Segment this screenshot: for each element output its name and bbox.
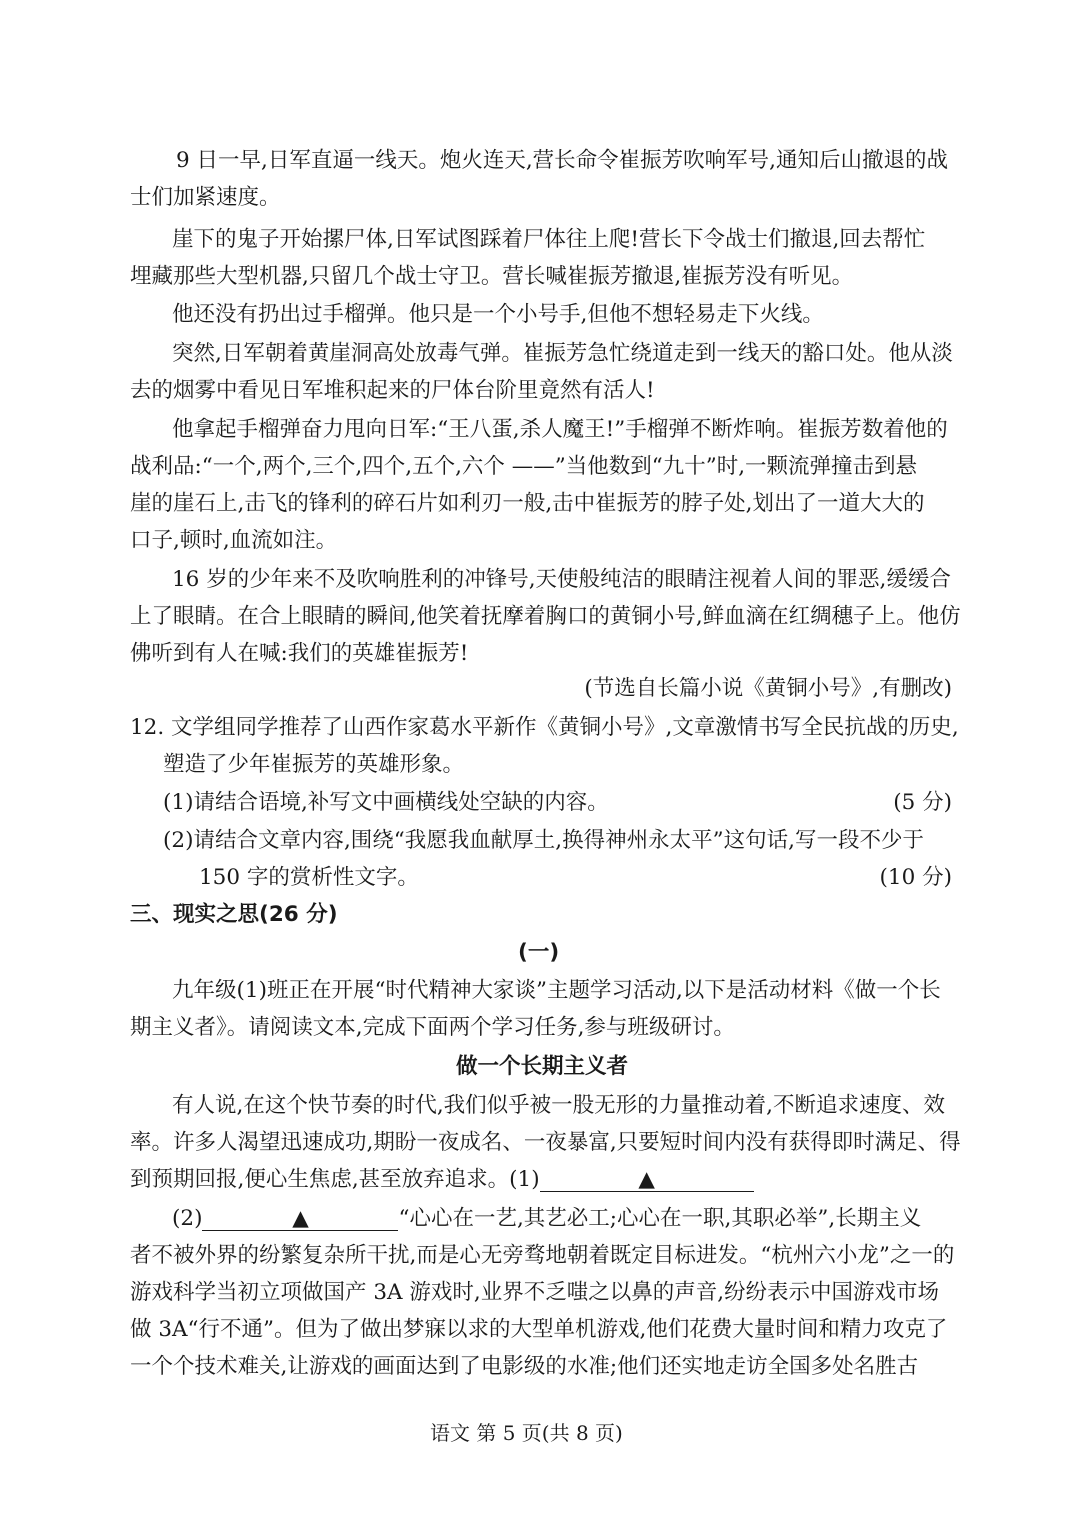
story-p3-line1: 他还没有扔出过手榴弹。他只是一个小号手,但他不想轻易走下火线。 [172, 302, 824, 327]
story-p5-line3: 崖的崖石上,击飞的锋利的碎石片如利刃一般,击中崔振芳的脖子处,划出了一道大大的 [130, 491, 925, 516]
article-p2-line3: 游戏科学当初立项做国产 3A 游戏时,业界不乏嗤之以鼻的声音,纷纷表示中国游戏市场 [130, 1280, 940, 1305]
question-12-line2: 塑造了少年崔振芳的英雄形象。 [163, 752, 465, 777]
article-p2-line5: 一个个技术难关,让游戏的画面达到了电影级的水准;他们还实地走访全国多处名胜古 [130, 1354, 919, 1379]
question-12-sub2-line1: (2)请结合文章内容,围绕“我愿我血献厚土,换得神州永太平”这句话,写一段不少于 [163, 828, 924, 853]
story-p5-line2: 战利品:“一个,两个,三个,四个,五个,六个 ——”当他数到“九十”时,一颗流弹撞击到悬 [130, 454, 918, 479]
article-p2-prefix: (2) [172, 1206, 203, 1231]
article-p1-line1: 有人说,在这个快节奏的时代,我们似乎被一股无形的力量推动着,不断追求速度、效 [172, 1093, 946, 1118]
article-title: 做一个长期主义者 [456, 1054, 629, 1079]
blank-1[interactable] [540, 1169, 754, 1192]
section-3-heading: 三、现实之思(26 分) [130, 902, 338, 927]
story-p1-line2: 士们加紧速度。 [130, 185, 281, 210]
article-p2-line4: 做 3A“行不通”。但为了做出梦寐以求的大型单机游戏,他们花费大量时间和精力攻克了 [130, 1317, 948, 1342]
question-12-sub1: (1)请结合语境,补写文中画横线处空缺的内容。 [163, 790, 609, 815]
article-p1-line3 [130, 1165, 754, 1195]
story-p6-line1: 16 岁的少年来不及吹响胜利的冲锋号,天使般纯洁的眼睛注视着人间的罪恶,缓缓合 [172, 567, 951, 592]
article-p1-line2: 率。许多人渴望迅速成功,期盼一夜成名、一夜暴富,只要短时间内没有获得即时满足、得 [130, 1130, 961, 1155]
triangle-marker-icon: ▲ [638, 1167, 655, 1192]
article-p2-line2: 者不被外界的纷繁复杂所干扰,而是心无旁骛地朝着既定目标进发。“杭州六小龙”之一的 [130, 1243, 955, 1268]
question-12-sub2-score: (10 分) [879, 865, 952, 890]
article-p1-line3-text: 到预期回报,便心生焦虑,甚至放弃追求。(1) [130, 1167, 540, 1192]
story-p5-line1: 他拿起手榴弹奋力甩向日军:“王八蛋,杀人魔王!”手榴弹不断炸响。崔振芳数着他的 [172, 417, 948, 442]
story-source: (节选自长篇小说《黄铜小号》,有删改) [584, 676, 952, 701]
triangle-marker-icon: ▲ [292, 1206, 309, 1231]
article-p2-line1-text: “心心在一艺,其艺必工;心心在一职,其职必举”,长期主义 [398, 1206, 922, 1231]
story-p2-line1: 崖下的鬼子开始摞尸体,日军试图踩着尸体往上爬!营长下令战士们撤退,回去帮忙 [172, 227, 926, 252]
story-p2-line2: 埋藏那些大型机器,只留几个战士守卫。营长喊崔振芳撤退,崔振芳没有听见。 [130, 264, 854, 289]
story-p6-line2: 上了眼睛。在合上眼睛的瞬间,他笑着抚摩着胸口的黄铜小号,鲜血滴在红绸穗子上。他仿 [130, 604, 961, 629]
question-12-line1: 12. 文学组同学推荐了山西作家葛水平新作《黄铜小号》,文章激情书写全民抗战的历史, [130, 715, 959, 740]
question-12-sub1-score: (5 分) [893, 790, 952, 815]
section-3-intro-line2: 期主义者》。请阅读文本,完成下面两个学习任务,参与班级研讨。 [130, 1015, 735, 1040]
page-footer: 语文 第 5 页(共 8 页) [430, 1421, 623, 1445]
story-p4-line1: 突然,日军朝着黄崖洞高处放毒气弹。崔振芳急忙绕道走到一线天的豁口处。他从淡 [172, 341, 953, 366]
section-3-intro-line1: 九年级(1)班正在开展“时代精神大家谈”主题学习活动,以下是活动材料《做一个长 [172, 978, 941, 1003]
article-p2-line1 [172, 1204, 921, 1234]
story-p1-line1: 9 日一早,日军直逼一线天。炮火连天,营长命令崔振芳吹响军号,通知后山撤退的战 [176, 148, 949, 173]
story-p5-line4: 口子,顿时,血流如注。 [130, 528, 338, 553]
story-p6-line3: 佛听到有人在喊:我们的英雄崔振芳! [130, 641, 469, 666]
section-3-part-label: (一) [518, 940, 560, 965]
story-p4-line2: 去的烟雾中看见日军堆积起来的尸体台阶里竟然有活人! [130, 378, 655, 403]
question-12-sub2-line2: 150 字的赏析性文字。 [199, 865, 419, 890]
blank-2[interactable] [202, 1208, 398, 1231]
